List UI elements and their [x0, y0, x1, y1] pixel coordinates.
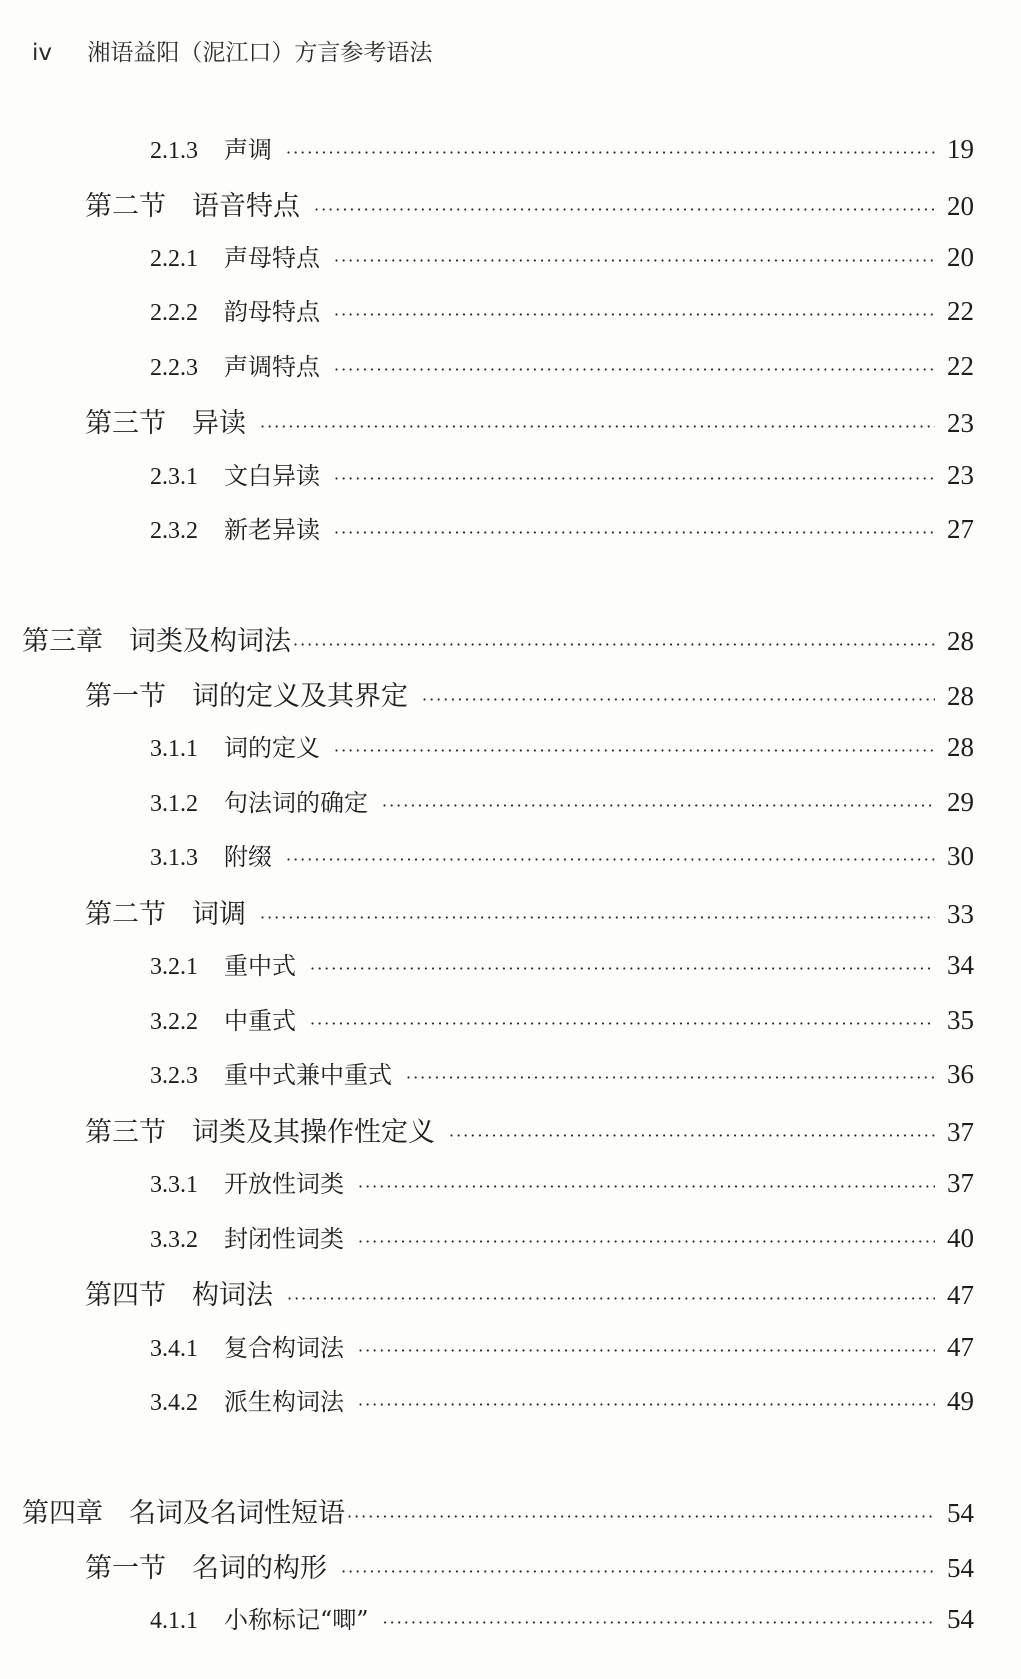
- entry-number: 3.1.2: [150, 791, 198, 817]
- entry-title: 小称标记“唧”: [224, 1606, 369, 1634]
- dot-leader: [358, 1177, 935, 1196]
- entry-number: 3.1.3: [150, 845, 198, 871]
- entry-number: 3.2.1: [150, 954, 198, 980]
- toc-entry-sub: [150, 728, 981, 768]
- entry-page: 27: [947, 514, 974, 544]
- entry-page: 28: [947, 626, 974, 656]
- entry-page: 29: [947, 787, 974, 817]
- dot-leader: [286, 143, 935, 162]
- entry-page: 37: [947, 1117, 974, 1147]
- entry-number: 第一节: [85, 681, 166, 712]
- dot-leader: [310, 1014, 935, 1033]
- entry-number: 3.3.2: [150, 1227, 198, 1253]
- toc-entry-sub: [150, 946, 981, 986]
- entry-page: 47: [947, 1280, 974, 1310]
- entry-page: 23: [947, 408, 974, 438]
- entry-number: 第四节: [85, 1280, 166, 1311]
- dot-leader: [334, 360, 935, 379]
- dot-leader: [422, 690, 935, 709]
- entry-number: 3.4.1: [150, 1336, 198, 1362]
- entry-page: 20: [947, 191, 974, 221]
- entry-number: 第三节: [85, 408, 166, 439]
- toc-entry-section: [85, 401, 981, 441]
- toc-entry-chapter: [22, 1491, 981, 1531]
- entry-page: 34: [947, 950, 974, 980]
- entry-number: 4.1.1: [150, 1608, 198, 1634]
- entry-title: 派生构词法: [224, 1388, 344, 1416]
- entry-number: 2.3.2: [150, 518, 198, 544]
- entry-page: 47: [947, 1332, 974, 1362]
- dot-leader: [358, 1232, 935, 1251]
- entry-number: 3.1.1: [150, 736, 198, 762]
- dot-leader: [293, 635, 935, 654]
- toc-entry-sub: [150, 347, 981, 387]
- entry-title: 新老异读: [224, 516, 320, 544]
- toc-entry-sub: [150, 1219, 981, 1259]
- entry-title: 封闭性词类: [224, 1225, 344, 1253]
- dot-leader: [314, 200, 935, 219]
- toc-entry-section: [85, 674, 981, 714]
- dot-leader: [341, 1562, 935, 1581]
- entry-page: 54: [947, 1604, 974, 1634]
- book-title: 湘语益阳（泥江口）方言参考语法: [87, 40, 433, 66]
- entry-number: 3.2.3: [150, 1063, 198, 1089]
- entry-page: 20: [947, 242, 974, 272]
- dot-leader: [260, 417, 935, 436]
- entry-number: 3.3.1: [150, 1172, 198, 1198]
- entry-title: 附缀: [224, 843, 272, 871]
- entry-number: 第二节: [85, 899, 166, 930]
- entry-title: 文白异读: [224, 462, 320, 490]
- entry-number: 第二节: [85, 191, 166, 222]
- entry-number: 2.2.2: [150, 300, 198, 326]
- entry-number: 3.2.2: [150, 1009, 198, 1035]
- entry-page: 28: [947, 681, 974, 711]
- entry-title: 名词的构形: [192, 1553, 327, 1584]
- entry-title: 异读: [192, 408, 246, 439]
- toc-entry-sub: [150, 1001, 981, 1041]
- entry-title: 重中式兼中重式: [224, 1061, 392, 1089]
- entry-page: 37: [947, 1168, 974, 1198]
- dot-leader: [347, 1507, 935, 1526]
- entry-page: 22: [947, 351, 974, 381]
- toc-entry-sub: [150, 783, 981, 823]
- entry-title: 声调特点: [224, 353, 320, 381]
- entry-number: 第四章: [22, 1498, 103, 1529]
- entry-page: 19: [947, 134, 974, 164]
- entry-page: 35: [947, 1005, 974, 1035]
- toc-entry-sub: [150, 456, 981, 496]
- dot-leader: [260, 908, 935, 927]
- toc-entry-sub: [150, 1382, 981, 1422]
- toc-entry-chapter: [22, 619, 981, 659]
- toc-entry-sub: [150, 292, 981, 332]
- entry-title: 词的定义: [224, 734, 320, 762]
- entry-title: 词调: [192, 899, 246, 930]
- entry-title: 词的定义及其界定: [192, 681, 408, 712]
- toc-entry-sub: [150, 510, 981, 550]
- dot-leader: [382, 796, 935, 815]
- toc-entry-section: [85, 1110, 981, 1150]
- toc-entry-section: [85, 184, 981, 224]
- entry-title: 韵母特点: [224, 298, 320, 326]
- entry-page: 30: [947, 841, 974, 871]
- dot-leader: [310, 959, 935, 978]
- dot-leader: [286, 850, 935, 869]
- entry-number: 2.2.1: [150, 246, 198, 272]
- entry-page: 33: [947, 899, 974, 929]
- entry-title: 名词及名词性短语: [129, 1498, 345, 1529]
- page-number: iv: [32, 40, 53, 66]
- dot-leader: [334, 469, 935, 488]
- entry-number: 第一节: [85, 1553, 166, 1584]
- entry-number: 3.4.2: [150, 1390, 198, 1416]
- entry-page: 28: [947, 732, 974, 762]
- toc-entry-sub: [150, 238, 981, 278]
- running-header: [32, 34, 432, 67]
- entry-number: 2.1.3: [150, 138, 198, 164]
- entry-number: 2.3.1: [150, 464, 198, 490]
- entry-page: 54: [947, 1498, 974, 1528]
- dot-leader: [334, 251, 935, 270]
- entry-page: 40: [947, 1223, 974, 1253]
- entry-page: 23: [947, 460, 974, 490]
- dot-leader: [334, 523, 935, 542]
- entry-number: 第三章: [22, 626, 103, 657]
- toc-entry-sub: [150, 130, 981, 170]
- entry-title: 复合构词法: [224, 1334, 344, 1362]
- entry-title: 开放性词类: [224, 1170, 344, 1198]
- dot-leader: [406, 1068, 935, 1087]
- dot-leader: [383, 1613, 935, 1632]
- entry-page: 36: [947, 1059, 974, 1089]
- entry-number: 2.2.3: [150, 355, 198, 381]
- dot-leader: [449, 1126, 935, 1145]
- dot-leader: [287, 1289, 935, 1308]
- toc-entry-section: [85, 1546, 981, 1586]
- toc-entry-section: [85, 1273, 981, 1313]
- entry-number: 第三节: [85, 1117, 166, 1148]
- entry-title: 词类及其操作性定义: [192, 1117, 435, 1148]
- entry-page: 49: [947, 1386, 974, 1416]
- toc-entry-sub: [150, 1164, 981, 1204]
- entry-title: 中重式: [224, 1007, 296, 1035]
- dot-leader: [358, 1395, 935, 1414]
- entry-title: 构词法: [192, 1280, 273, 1311]
- toc-entry-sub: [150, 1055, 981, 1095]
- entry-title: 词类及构词法: [129, 626, 291, 657]
- entry-title: 声调: [224, 136, 272, 164]
- entry-title: 声母特点: [224, 244, 320, 272]
- entry-title: 句法词的确定: [224, 789, 368, 817]
- toc-entry-sub: [150, 1328, 981, 1368]
- entry-page: 22: [947, 296, 974, 326]
- toc-entry-sub: [150, 837, 981, 877]
- toc-entry-sub: [150, 1600, 981, 1640]
- entry-title: 重中式: [224, 952, 296, 980]
- dot-leader: [358, 1341, 935, 1360]
- entry-title: 语音特点: [192, 191, 300, 222]
- toc-entry-section: [85, 892, 981, 932]
- entry-page: 54: [947, 1553, 974, 1583]
- dot-leader: [334, 305, 935, 324]
- dot-leader: [334, 741, 935, 760]
